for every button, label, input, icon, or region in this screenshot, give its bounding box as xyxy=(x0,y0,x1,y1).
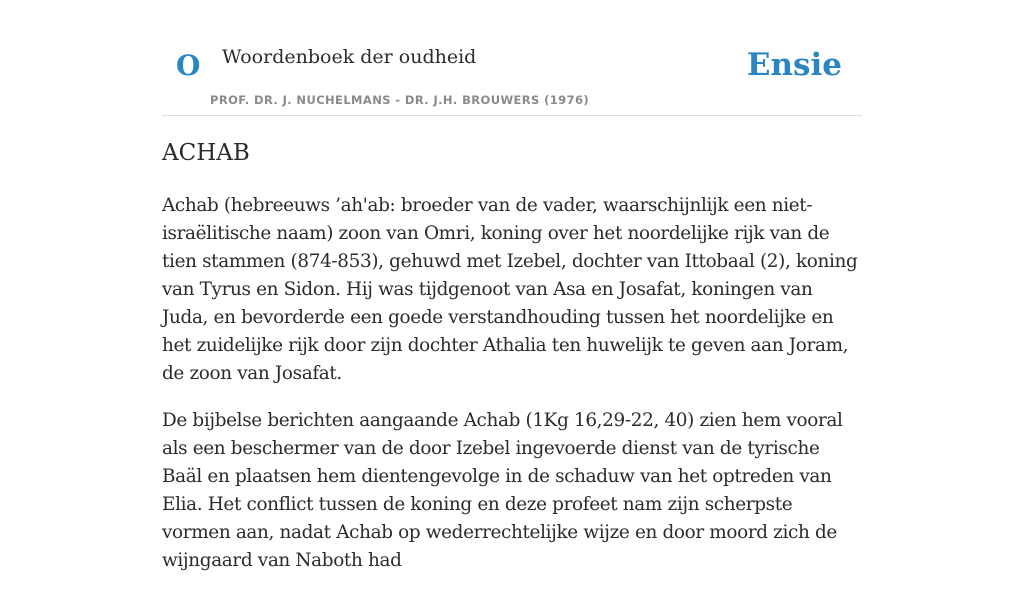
entry-paragraph: Achab (hebreeuws ’ah'ab: broeder van de vader, waarschijnlijk een niet-israëlitische naam) zoon van Omri, koning over het noordelijke rijk van de tien stammen (874-853), gehuwd met Izebel, dochter van Ittobaal (2), koning van Tyrus en Sidon. Hij was tijdgenoot van Asa en Josafat, koningen van Juda, en bevorderde een goede verstandhouding tussen het noordelijke en het zuidelijke rijk door zijn dochter Athalia ten huwelijk te geven aan Joram, de zoon van Josafat. xyxy=(162,195,858,384)
ensie-logo-link[interactable]: Ensie xyxy=(746,47,842,83)
dictionary-title-link[interactable]: Woordenboek der oudheid xyxy=(222,46,477,68)
entry-paragraph: De bijbelse berichten aangaande Achab (1Kg 16,29-22, 40) zien hem vooral als een beschermer van de door Izebel ingevoerde dienst van de tyrische Baäl en plaatsen hem dientengevolge in de schaduw van het optreden van Elia. Het conflict tussen de koning en deze profeet nam zijn scherpste vormen aan, nadat Achab op wederrechtelijke wijze en door moord zich de wijngaard van Naboth had xyxy=(162,410,843,571)
entry-body xyxy=(162,192,862,594)
authors-line: PROF. DR. J. NUCHELMANS - DR. J.H. BROUWERS (1976) xyxy=(210,93,590,107)
entry-title: ACHAB xyxy=(162,140,250,166)
page-header xyxy=(162,0,862,116)
section-letter-logo[interactable]: O xyxy=(176,49,201,82)
